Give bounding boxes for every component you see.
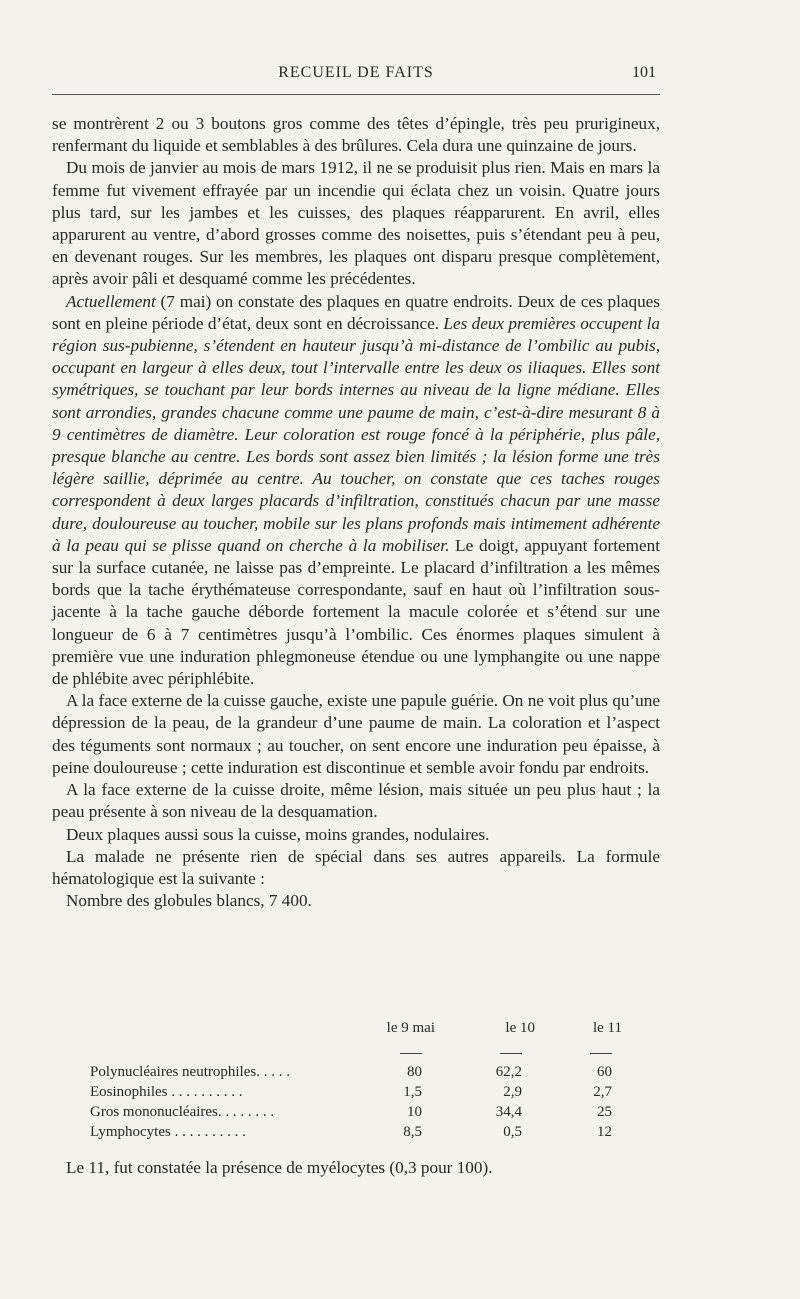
cell-value: 25 (597, 1104, 612, 1120)
cell-value: 34,4 (495, 1104, 522, 1120)
cell-value: 62,2 (495, 1064, 522, 1080)
row-label: Lymphocytes . . . . . . . . . . (90, 1124, 246, 1140)
table-header-row (90, 1020, 650, 1042)
paragraph: Nombre des globules blancs, 7 400. (66, 891, 312, 911)
paragraph: A la face externe de la cuisse gauche, existe une papule guérie. On ne voit plus qu’une dépression de la peau, de la grandeur d’une paume de main. La coloration et l’aspect des téguments sont normaux ; au toucher, on sent encore une induration peu épaisse, à peine douloureuse ; cette induration est discontinue et semble avoir fondu par endroits. (52, 691, 660, 777)
table-row (90, 1084, 650, 1104)
row-label: Gros mononucléaires. . . . . . . . (90, 1104, 275, 1120)
column-header: le 10 (505, 1020, 535, 1036)
paragraph: Deux plaques aussi sous la cuisse, moins grandes, nodulaires. (66, 824, 490, 844)
paragraph-italic-lead: Actuellement (66, 291, 156, 311)
body-text (52, 113, 660, 912)
paragraph-segment: (7 mai) on constate des plaques en quatre endroits. Deux de ces plaques sont en pleine période d’état, deux sont en décroissance. (52, 291, 660, 333)
cell-value: 12 (597, 1124, 612, 1140)
table-row (90, 1104, 650, 1124)
paragraph: A la face externe de la cuisse droite, même lésion, mais située un peu plus haut ; la peau présente à son niveau de la desquamation. (52, 780, 660, 822)
cell-value: 2,9 (503, 1084, 522, 1100)
cell-value: 80 (407, 1064, 422, 1080)
paragraph (52, 291, 660, 691)
row-label: Polynucléaires neutrophiles. . . . . (90, 1064, 290, 1080)
cell-value: 10 (407, 1104, 422, 1120)
paragraph-italic-description: Les deux premières occupent la région sus-pubienne, s’étendent en hauteur jusqu’à mi-distance de l’ombilic au pubis, occupant en largeur à elles deux, tout l’intervalle entre les deux os iliaques. Elles sont symétriques, se touchant par leur bords internes au niveau de la ligne médiane. Elles sont arrondies, grandes chacune comme une paume de main, c’est-à-dire mesurant 8 à 9 centimètres de diamètre. Leur coloration est rouge foncé à la périphérie, plus pâle, presque blanche au centre. Les bords sont assez bien limités ; la lésion forme une très légère saillie, déprimée au centre. Au toucher, on constate que ces taches rouges correspondent à deux larges placards d’infiltration, constitués chacun par une masse dure, douloureuse au toucher, mobile sur les plans profonds mais intimement adhérente à la peau qui se plisse quand on cherche à la mobiliser. (52, 313, 660, 555)
divider-dash (500, 1042, 522, 1059)
running-header (52, 60, 660, 95)
divider-dash (400, 1042, 422, 1059)
column-header: le 9 mai (386, 1020, 435, 1036)
paragraph: Du mois de janvier au mois de mars 1912, il ne se produisit plus rien. Mais en mars la femme fut vivement effrayée par un incendie qui éclata chez un voisin. Quatre jours plus tard, sur les jambes et les cuisses, des plaques réapparurent. En avril, elles apparurent au ventre, d’abord grosses comme des noisettes, puis s’étendant peu à peu, en devenant rouges. Sur les membres, les plaques ont disparu presque complètement, après avoir pâli et desquamé comme les précédentes. (52, 158, 660, 289)
divider-dash (590, 1042, 612, 1059)
header-title: RECUEIL DE FAITS (278, 64, 434, 81)
closing-sentence: Le 11, fut constatée la présence de myélocytes (0,3 pour 100). (66, 1158, 493, 1177)
row-label: Eosinophiles . . . . . . . . . . (90, 1084, 243, 1100)
column-header: le 11 (592, 1020, 622, 1036)
cell-value: 60 (597, 1064, 612, 1080)
cell-value: 0,5 (503, 1124, 522, 1140)
cell-value: 2,7 (593, 1084, 612, 1100)
table-row (90, 1064, 650, 1084)
page-number: 101 (632, 64, 656, 81)
table-divider-row (90, 1042, 650, 1064)
cell-value: 1,5 (403, 1084, 422, 1100)
paragraph: La malade ne présente rien de spécial dans ses autres appareils. La formule hématologique est la suivante : (52, 846, 660, 888)
paragraph-segment: Le doigt, appuyant fortement sur la surface cutanée, ne laisse pas d’empreinte. Le placard d’infiltration a les mêmes bords que la tache érythémateuse correspondante, sauf en haut où l’infiltration sous-jacente à la tache gauche déborde fortement la macule colorée et s’étend sur une longueur de 6 à 7 centimètres jusqu’à l’ombilic. Ces énormes plaques simulent à première vue une induration phlegmoneuse étendue ou une lymphangite ou une nappe de phlébite avec périphlébite. (52, 535, 660, 689)
table-row (90, 1124, 650, 1144)
hematology-table (90, 1020, 650, 1144)
cell-value: 8,5 (403, 1124, 422, 1140)
paragraph: se montrèrent 2 ou 3 boutons gros comme des têtes d’épingle, très peu prurigineux, renfermant du liquide et semblables à des brûlures. Cela dura une quinzaine de jours. (52, 114, 660, 156)
